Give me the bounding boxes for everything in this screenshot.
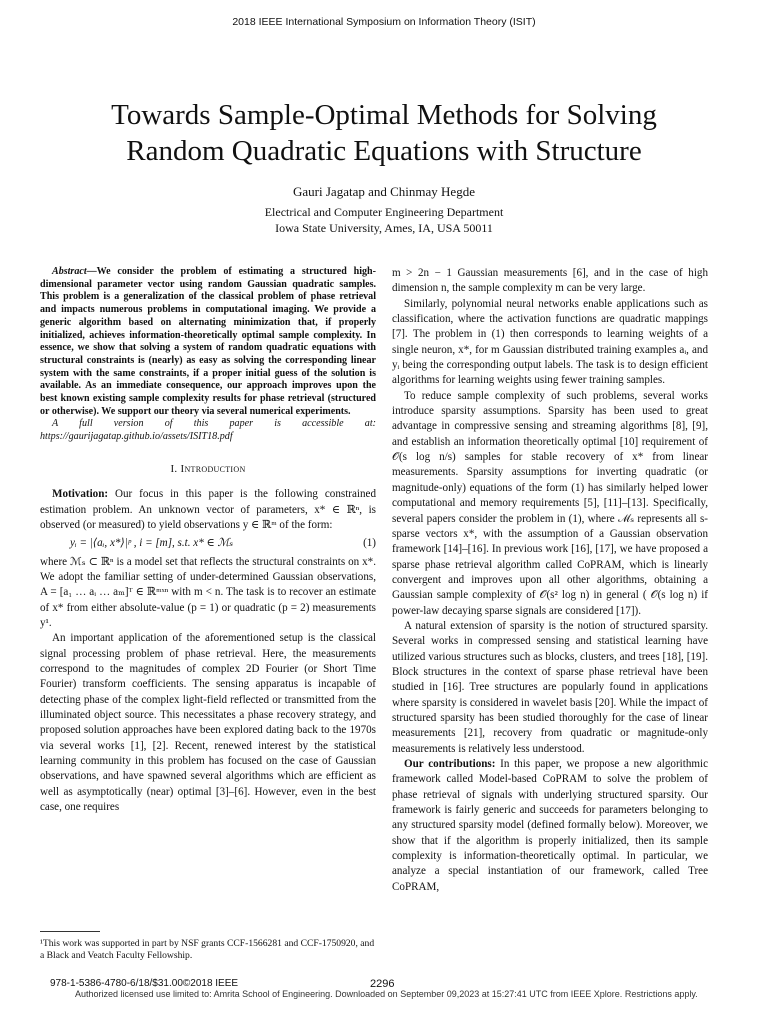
copyright-line: 978-1-5386-4780-6/18/$31.00©2018 IEEE xyxy=(50,978,239,989)
section-heading-introduction: I. Introduction xyxy=(170,462,246,475)
conference-header: 2018 IEEE International Symposium on Information Theory (ISIT) xyxy=(232,16,536,28)
affiliation-department: Electrical and Computer Engineering Department xyxy=(264,205,504,219)
authors: Gauri Jagatap and Chinmay Hegde xyxy=(293,184,475,199)
intro-paragraph-1 xyxy=(40,487,376,533)
intro-paragraph-3: An important application of the aforementioned setup is the classical signal processing problem of phase retrieval. Here, the measurements correspond to the magnitudes of complex 2D Fourier (or Short Time Fourier) transform coefficients. The sensing apparatus is incapable of detecting phase of the complex light-field reflected or transmitted from the illuminated object source. This necessitates a phase recovery strategy, and proposed solution approaches have been explored dating back to the 1970s via several works [1], [2]. Recent, renewed interest by the statistical learning community in this problem has focused on the case of Gaussian observations, and have spawned several algorithms which are efficient as well as asymptotically (near) optimal [3]–[6]. However, even in the best case, one requires xyxy=(40,632,376,814)
right-paragraph-2: Similarly, polynomial neural networks enable applications such as classification, where the activation functions are quadratic mappings [7]. The problem in (1) then corresponds to learning weights of a single neuron, x*, for m Gaussian distributed training examples aᵢ, and yᵢ being the corresponding output labels. The task is to design efficient algorithms for learning weights using fewer training samples. xyxy=(392,297,708,387)
paper-title: Towards Sample-Optimal Methods for Solving Random Quadratic Equations with Structure xyxy=(111,99,657,167)
footnote-divider xyxy=(40,931,100,932)
right-paragraph-3: To reduce sample complexity of such problems, several works introduce sparsity assumptions. Sparsity has been used to great advantage in compressive sensing and streaming algorithms [8], [9], and establish an information theoretically optimal [10] requirement of 𝒪(s log n/s) samples for stable recovery of x* from linear measurements. Sparsity assumptions for inverting quadratic (or magnitude-only) equations of the form (1) has similarly helped lower computational and memory requirements [5], [11]–[13]. Specifically, several papers consider the problem in (1), where ℳₛ represents all s-sparse vectors x*, with the assumption of a Gaussian observation framework [14]–[16]. In previous work [16], [17], we have proposed a sparse phase retrieval algorithm called CoPRAM, which is linearly convergent and improves upon all other algorithms, obtaining a Gaussian sample complexity of 𝒪(s² log n) in general ( 𝒪(s log n) if power-law decaying sparse signals are considered [17]). xyxy=(392,389,708,617)
license-notice: Authorized licensed use limited to: Amrita School of Engineering. Downloaded on September 09,2023 at 15:27:41 UTC from IEEE Xplore. Restrictions apply. xyxy=(75,989,698,999)
contributions-text: In this paper, we propose a new algorithmic framework called Model-based CoPRAM to solve the problem of phase retrieval of signals with underlying structured sparsity. Our framework is fairly generic and succeeds for parameters belonging to any structured sparsity model (defined formally below). Moreover, we show that if the algorithm is properly initialized, then its sample complexity is information-theoretically optimal. In particular, we analyze a special instantiation of our framework, called Tree CoPRAM, xyxy=(392,758,708,893)
right-paragraph-4: A natural extension of sparsity is the notion of structured sparsity. Several works in compressed sensing and statistical learning have utilized various structures such as blocks, clusters, and trees [18], [19]. Block structures in the context of sparse phase retrieval have been studied in [16]. Tree structures are popularly found in applications where sparsity is considered in wavelet basis [20]. While the impact of structured sparsity has been studied thoroughly for the case of linear measurements [21], recovery from quadratic or magnitude-only measurements is relatively less understood. xyxy=(392,619,708,755)
motivation-label: Motivation: xyxy=(52,488,109,501)
equation-1 xyxy=(40,533,376,554)
right-paragraph-1: m > 2n − 1 Gaussian measurements [6], and in the case of high dimension n, the sample complexity m can be very large. xyxy=(392,267,708,295)
left-column xyxy=(40,266,376,815)
contributions-label: Our contributions: xyxy=(404,758,496,770)
equation-1-number: (1) xyxy=(363,537,376,550)
abstract xyxy=(40,266,376,418)
footnote: ¹This work was supported in part by NSF grants CCF-1566281 and CCF-1750920, and a Black and Veatch Faculty Fellowship. xyxy=(40,938,375,961)
intro-paragraph-1-text: Our focus in this paper is the following constrained estimation problem. An unknown vector of parameters, x* ∈ ℝⁿ, is observed (or measured) to yield observations y ∈ ℝᵐ of the form: xyxy=(40,488,376,531)
abstract-text: —We consider the problem of estimating a structured high-dimensional parameter vector using random Gaussian quadratic samples. This problem is a generalization of the classical problem of phase retrieval and impacts numerous problems in computational imaging. We provide a generic algorithm based on alternating minimization that, if properly initialized, achieves information-theoretically optimal sample complexity. In essence, we show that solving a system of random quadratic equations with structural constraints is (nearly) as easy as solving the corresponding linear system with the same constraints, if a proper initial guess of the solution is available. As an immediate consequence, our approach improves upon the best known existing sample complexity results for phase retrieval (structured or otherwise). We support our theory via several numerical experiments. xyxy=(40,266,376,417)
intro-paragraph-2: where ℳₛ ⊂ ℝⁿ is a model set that reflects the structural constraints on x*. We adopt the familiar setting of under-determined Gaussian observations, A = [a₁ … aᵢ … aₘ]ᵀ ∈ ℝᵐˣⁿ with m < n. The task is to recover an estimate of x* from either absolute-value (p = 1) or quadratic (p = 2) measurements y¹. xyxy=(40,555,376,629)
page-number: 2296 xyxy=(370,978,395,990)
equation-1-body: yᵢ = |⟨aᵢ, x*⟩|ᵖ , i = [m], s.t. x* ∈ ℳₛ xyxy=(70,537,234,550)
right-column xyxy=(392,266,708,895)
full-version-note: A full version of this paper is accessible at: https://gaurijagatap.github.io/assets/ISIT18.pdf xyxy=(40,418,376,443)
contributions-paragraph xyxy=(392,757,708,895)
affiliation-university: Iowa State University, Ames, IA, USA 50011 xyxy=(275,221,493,235)
abstract-label: Abstract xyxy=(52,266,87,277)
